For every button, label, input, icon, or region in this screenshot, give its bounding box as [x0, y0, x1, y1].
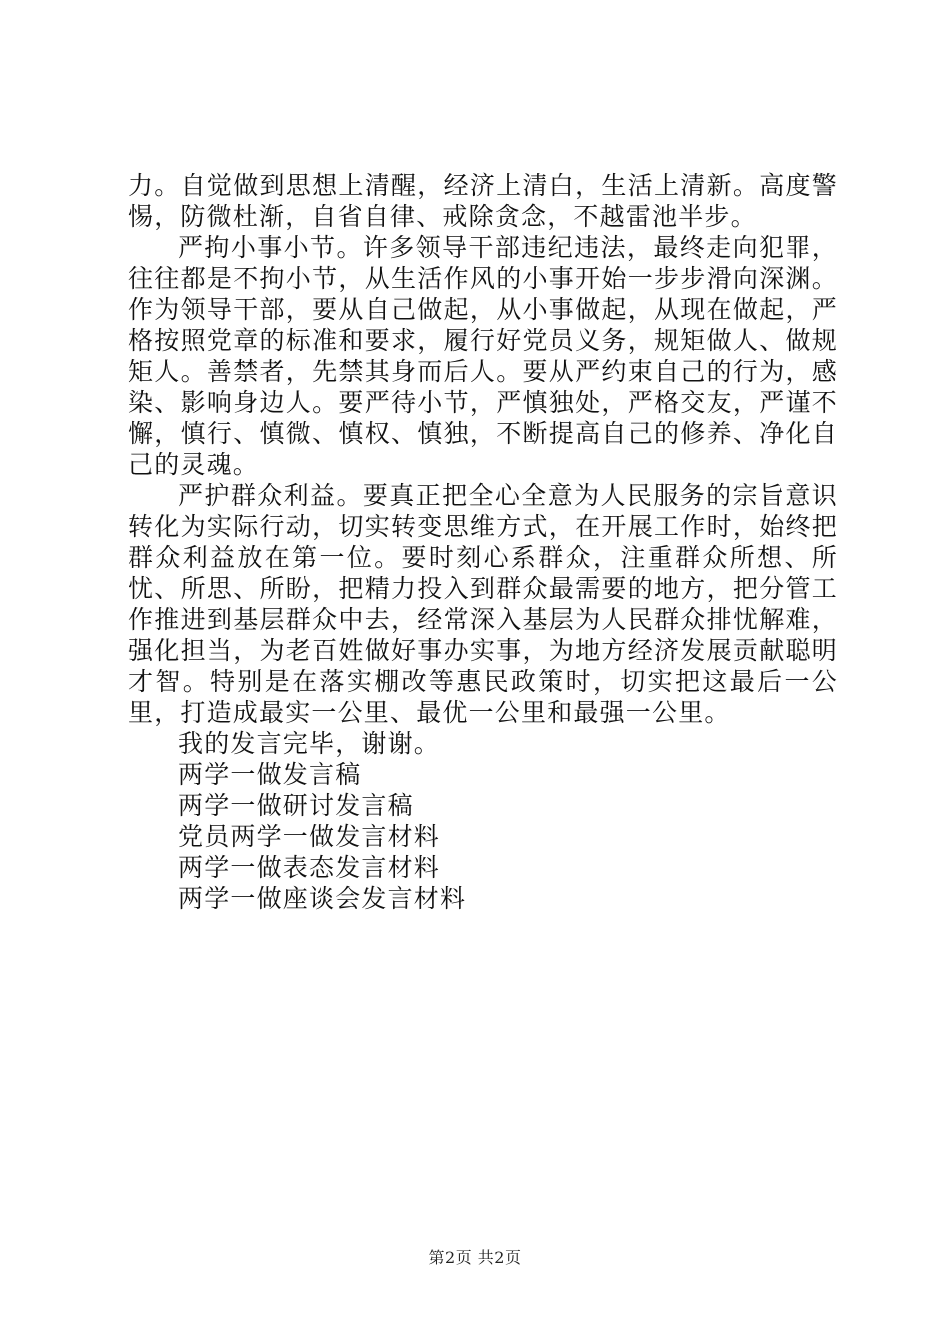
- document-body: [128, 170, 838, 914]
- related-title: 党员两学一做发言材料: [178, 822, 441, 851]
- closing-remark: 我的发言完毕，谢谢。: [178, 729, 441, 758]
- related-title: 两学一做发言稿: [178, 760, 362, 789]
- related-title: 两学一做座谈会发言材料: [178, 884, 467, 913]
- related-title: 两学一做研讨发言稿: [178, 791, 414, 820]
- page-number-footer: 第2页 共2页: [428, 1248, 522, 1267]
- paragraph-public-interest: 严护群众利益。要真正把全心全意为人民服务的宗旨意识转化为实际行动，切实转变思维方式，在开展工作时，始终把群众利益放在第一位。要时刻心系群众，注重群众所想、所忧、所思、所盼，把精力投入到群众最需要的地方，把分管工作推进到基层群众中去，经常深入基层为人民群众排忧解难，强化担当，为老百姓做好事办实事，为地方经济发展贡献聪明才智。特别是在落实棚改等惠民政策时，切实把这最后一公里，打造成最实一公里、最优一公里和最强一公里。: [128, 481, 838, 727]
- paragraph-continuation: 力。自觉做到思想上清醒，经济上清白，生活上清新。高度警惕，防微杜渐，自省自律、戒除贪念，不越雷池半步。: [128, 171, 838, 231]
- paragraph-small-matters: 严拘小事小节。许多领导干部违纪违法，最终走向犯罪，往往都是不拘小节，从生活作风的小事开始一步步滑向深渊。作为领导干部，要从自己做起，从小事做起，从现在做起，严格按照党章的标准和要求，履行好党员义务，规矩做人、做规矩人。善禁者，先禁其身而后人。要从严约束自己的行为，感染、影响身边人。要严待小节，严慎独处，严格交友，严谨不懈，慎行、慎微、慎权、慎独，不断提高自己的修养、净化自己的灵魂。: [128, 233, 838, 479]
- related-title: 两学一做表态发言材料: [178, 853, 441, 882]
